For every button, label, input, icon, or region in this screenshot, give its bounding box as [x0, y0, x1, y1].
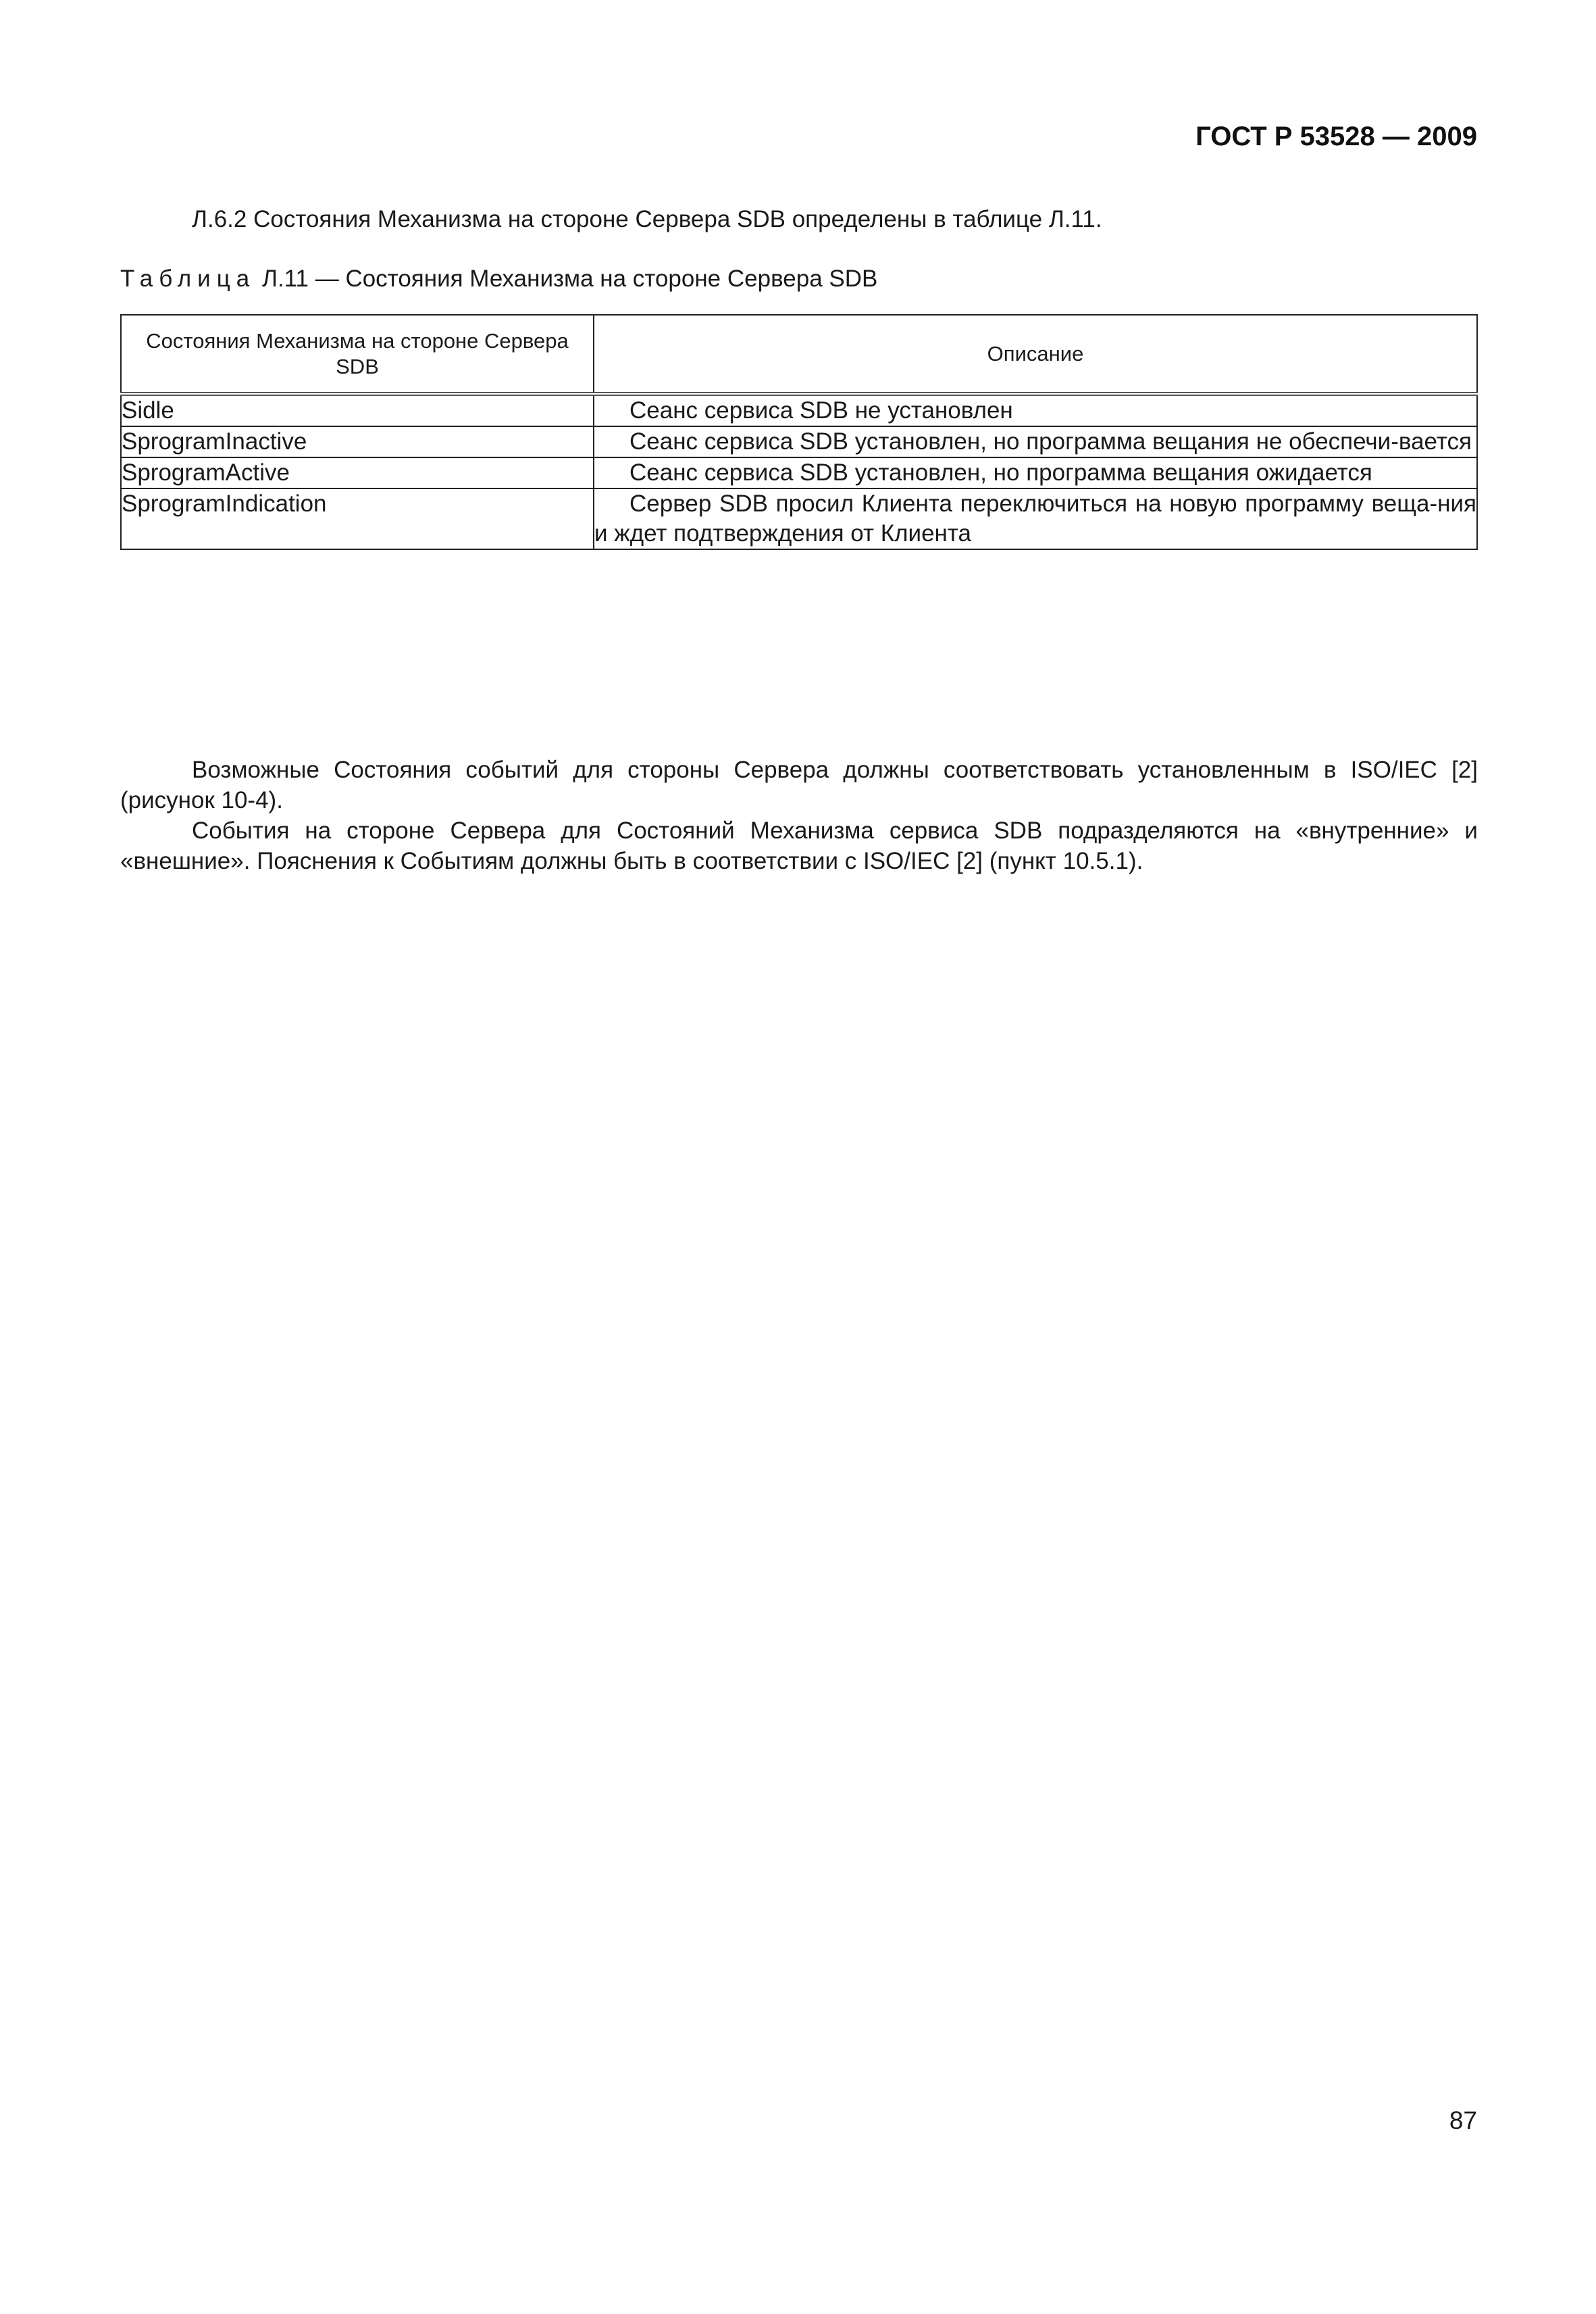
body-paragraph: События на стороне Сервера для Состояний Механизма сервиса SDB подразделяются на «внутренние» и «внешние». Пояснения к Событиям должны быть в соответствии с ISO/IEC [2] (пункт 10.5.1). [120, 818, 1478, 874]
table-header-state: Состояния Механизма на стороне Сервера SDB [121, 315, 594, 394]
body-paragraph: Возможные Состояния событий для стороны Сервера должны соответствовать установленным в ISO/IEC [2] (рисунок 10-4). [120, 757, 1478, 813]
table-row [121, 394, 1477, 426]
state-description-cell: Сеанс сервиса SDB не установлен [594, 394, 1477, 426]
table-row [121, 488, 1477, 549]
state-name-cell: SprogramIndication [121, 488, 594, 549]
intro-paragraph: Л.6.2 Состояния Механизма на стороне Сервера SDB определены в таблице Л.11. [192, 206, 1102, 232]
state-name-cell: SprogramInactive [121, 426, 594, 457]
table-caption-label: Таблица [120, 266, 256, 292]
table-row [121, 457, 1477, 488]
state-name-cell: SprogramActive [121, 457, 594, 488]
table-header-description: Описание [594, 315, 1477, 394]
table-header-row [121, 315, 1477, 394]
state-name-cell: Sidle [121, 394, 594, 426]
states-table [120, 314, 1478, 550]
table-caption [120, 266, 877, 293]
state-description-cell: Сеанс сервиса SDB установлен, но программа вещания ожидается [594, 457, 1477, 488]
state-description-cell: Сеанс сервиса SDB установлен, но программа вещания не обеспечи-вается [594, 426, 1477, 457]
page-number: 87 [1449, 2107, 1477, 2134]
document-standard-header: ГОСТ Р 53528 — 2009 [1195, 122, 1477, 151]
table-caption-title: Л.11 — Состояния Механизма на стороне Сервера SDB [261, 266, 878, 292]
state-description-cell: Сервер SDB просил Клиента переключиться на новую программу веща-ния и ждет подтверждения от Клиента [594, 488, 1477, 549]
table-row [121, 426, 1477, 457]
